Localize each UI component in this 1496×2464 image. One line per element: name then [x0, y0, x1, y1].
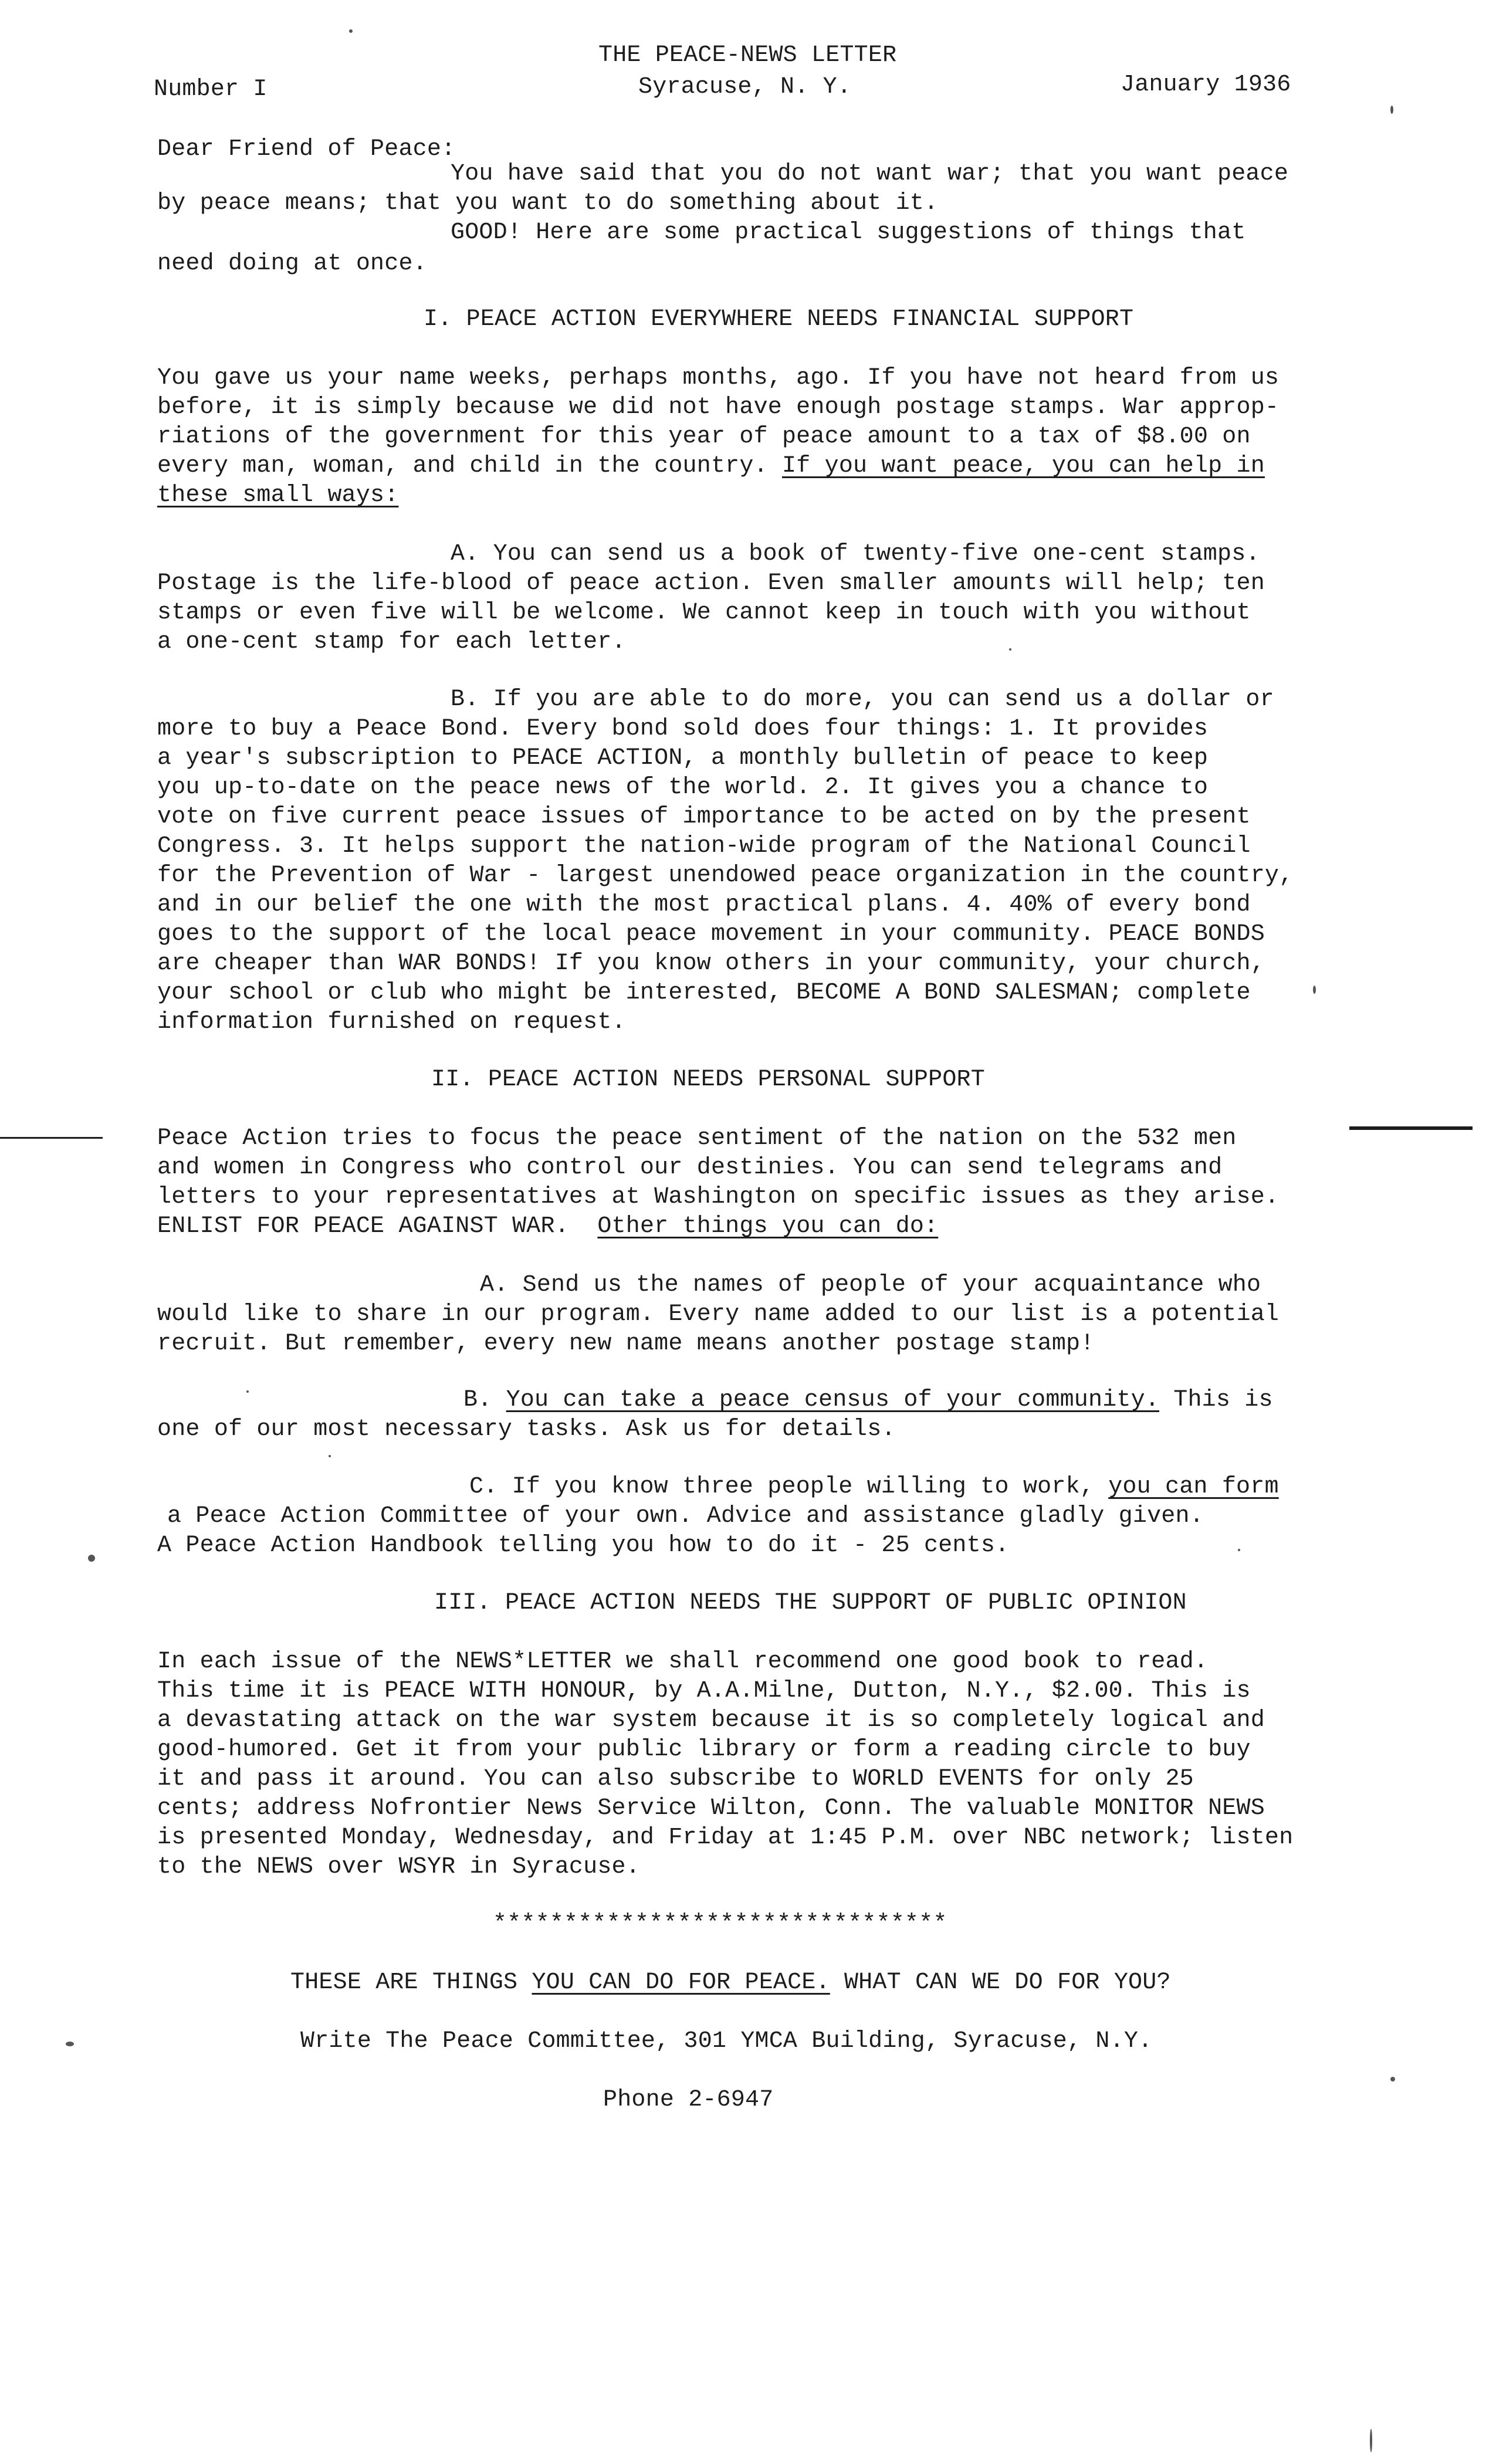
section1-para-line — [157, 452, 1265, 481]
section2-item-a-line: would like to share in our program. Every name added to our list is a potential — [157, 1301, 1280, 1328]
scan-speck — [349, 29, 353, 33]
scan-speck — [1390, 2077, 1395, 2081]
scan-speck — [246, 1390, 249, 1393]
margin-rule — [1349, 1126, 1473, 1130]
section3-para-line: cents; address Nofrontier News Service Wilton, Conn. The valuable MONITOR NEWS — [157, 1795, 1265, 1822]
section2-b-prefix: B. — [463, 1387, 492, 1413]
section2-para-line: Peace Action tries to focus the peace sentiment of the nation on the 532 men — [157, 1125, 1237, 1152]
section1-item-b-line: B. If you are able to do more, you can send us a dollar or — [451, 686, 1274, 713]
section1-emphasis: these small ways: — [157, 482, 399, 509]
section3-para-line: is presented Monday, Wednesday, and Friday at 1:45 P.M. over NBC network; listen — [157, 1825, 1294, 1851]
section1-para-line: riations of the government for this year of peace amount to a tax of $8.00 on — [157, 424, 1251, 450]
closing-line — [290, 1968, 1171, 1998]
section3-para-line: This time it is PEACE WITH HONOUR, by A.A.Milne, Dutton, N.Y., $2.00. This is — [157, 1678, 1251, 1704]
section1-item-a-line: Postage is the life-blood of peace action. Even smaller amounts will help; ten — [157, 570, 1265, 597]
newsletter-city: Syracuse, N. Y. — [638, 74, 852, 100]
scan-speck — [329, 1455, 331, 1457]
section1-item-b-line: more to buy a Peace Bond. Every bond sold does four things: 1. It provides — [157, 716, 1209, 742]
intro-line: by peace means; that you want to do something about it. — [157, 190, 939, 216]
section1-item-b-line: and in our belief the one with the most practical plans. 4. 40% of every bond — [157, 892, 1251, 918]
section1-emphasis: If you want peace, you can help in — [782, 453, 1265, 479]
section1-para-line: You gave us your name weeks, perhaps months, ago. If you have not heard from us — [157, 365, 1280, 391]
section1-item-a-line: A. You can send us a book of twenty-five one-cent stamps. — [451, 541, 1260, 567]
section3-para-line: it and pass it around. You can also subscribe to WORLD EVENTS for only 25 — [157, 1766, 1194, 1792]
section2-item-c-line — [469, 1473, 1279, 1502]
section1-item-b-line: goes to the support of the local peace movement in your community. PEACE BONDS — [157, 921, 1265, 947]
section3-para-line: good-humored. Get it from your public library or form a reading circle to buy — [157, 1737, 1251, 1763]
margin-rule — [0, 1137, 103, 1139]
section2-enlist: ENLIST FOR PEACE AGAINST WAR. — [157, 1213, 569, 1240]
contact-address: Write The Peace Committee, 301 YMCA Building, Syracuse, N.Y. — [300, 2028, 1153, 2055]
section1-item-b-line: your school or club who might be interested, BECOME A BOND SALESMAN; complete — [157, 980, 1251, 1006]
scan-speck — [1009, 648, 1011, 651]
scan-speck — [1238, 1549, 1240, 1551]
section2-b-emphasis: You can take a peace census of your community. — [506, 1387, 1160, 1413]
section1-item-b-line: for the Prevention of War - largest unendowed peace organization in the country, — [157, 862, 1294, 889]
section2-c-emphasis: you can form — [1108, 1474, 1279, 1500]
section-heading-public-opinion: III. PEACE ACTION NEEDS THE SUPPORT OF PUBLIC OPINION — [434, 1590, 1187, 1616]
intro-line: GOOD! Here are some practical suggestions of things that — [451, 219, 1246, 246]
section2-other-things: Other things you can do: — [597, 1213, 939, 1240]
section-heading-financial: I. PEACE ACTION EVERYWHERE NEEDS FINANCIAL SUPPORT — [424, 306, 1134, 333]
section2-c-prefix: C. If you know three people willing to work, — [469, 1474, 1094, 1500]
issue-date: January 1936 — [1121, 72, 1291, 98]
scan-speck — [1313, 986, 1316, 994]
section1-para-line: before, it is simply because we did not have enough postage stamps. War approp- — [157, 394, 1280, 421]
section1-para-line — [157, 481, 398, 510]
section3-para-line: a devastating attack on the war system because it is so completely logical and — [157, 1707, 1265, 1734]
star-divider: ******************************** — [493, 1911, 947, 1937]
scan-speck — [88, 1555, 95, 1562]
intro-line: need doing at once. — [157, 251, 427, 277]
section2-b-rest: This is — [1159, 1387, 1273, 1413]
section2-item-c-line: a Peace Action Committee of your own. Advice and assistance gladly given. — [167, 1503, 1204, 1529]
contact-phone: Phone 2-6947 — [603, 2087, 774, 2113]
section2-para-line — [157, 1212, 938, 1241]
issue-number: Number I — [154, 76, 268, 103]
section3-para-line: to the NEWS over WSYR in Syracuse. — [157, 1854, 640, 1880]
section2-item-b-line: one of our most necessary tasks. Ask us for details. — [157, 1416, 896, 1443]
section1-item-b-line: information furnished on request. — [157, 1009, 626, 1035]
section1-item-a-line: a one-cent stamp for each letter. — [157, 629, 626, 655]
intro-line: You have said that you do not want war; that you want peace — [451, 161, 1289, 187]
section-heading-personal: II. PEACE ACTION NEEDS PERSONAL SUPPORT — [431, 1067, 985, 1093]
scan-speck — [1390, 106, 1393, 114]
newsletter-title: THE PEACE-NEWS LETTER — [598, 42, 897, 69]
section2-para-line: and women in Congress who control our destinies. You can send telegrams and — [157, 1155, 1223, 1181]
scan-speck — [1370, 2429, 1372, 2452]
section1-item-b-line: vote on five current peace issues of importance to be acted on by the present — [157, 804, 1251, 830]
section1-para-text: every man, woman, and child in the country. — [157, 453, 768, 479]
section2-item-c-line: A Peace Action Handbook telling you how to do it - 25 cents. — [157, 1532, 1010, 1559]
section1-item-a-line: stamps or even five will be welcome. We cannot keep in touch with you without — [157, 600, 1251, 626]
closing-text: THESE ARE THINGS — [290, 1969, 532, 1996]
section2-item-a-line: A. Send us the names of people of your acquaintance who — [480, 1272, 1261, 1298]
closing-emphasis: YOU CAN DO FOR PEACE. — [532, 1969, 830, 1996]
section2-item-b-line — [463, 1386, 1273, 1415]
section2-para-line: letters to your representatives at Washington on specific issues as they arise. — [157, 1184, 1280, 1210]
greeting: Dear Friend of Peace: — [157, 136, 456, 163]
section2-item-a-line: recruit. But remember, every new name means another postage stamp! — [157, 1331, 1095, 1357]
section1-item-b-line: Congress. 3. It helps support the nation-wide program of the National Council — [157, 833, 1251, 859]
section1-item-b-line: a year's subscription to PEACE ACTION, a monthly bulletin of peace to keep — [157, 745, 1209, 771]
section1-item-b-line: are cheaper than WAR BONDS! If you know others in your community, your church, — [157, 950, 1265, 977]
scan-speck — [66, 2042, 74, 2046]
closing-text: WHAT CAN WE DO FOR YOU? — [830, 1969, 1171, 1996]
section1-item-b-line: you up-to-date on the peace news of the world. 2. It gives you a chance to — [157, 774, 1209, 801]
section3-para-line: In each issue of the NEWS*LETTER we shall recommend one good book to read. — [157, 1649, 1209, 1675]
